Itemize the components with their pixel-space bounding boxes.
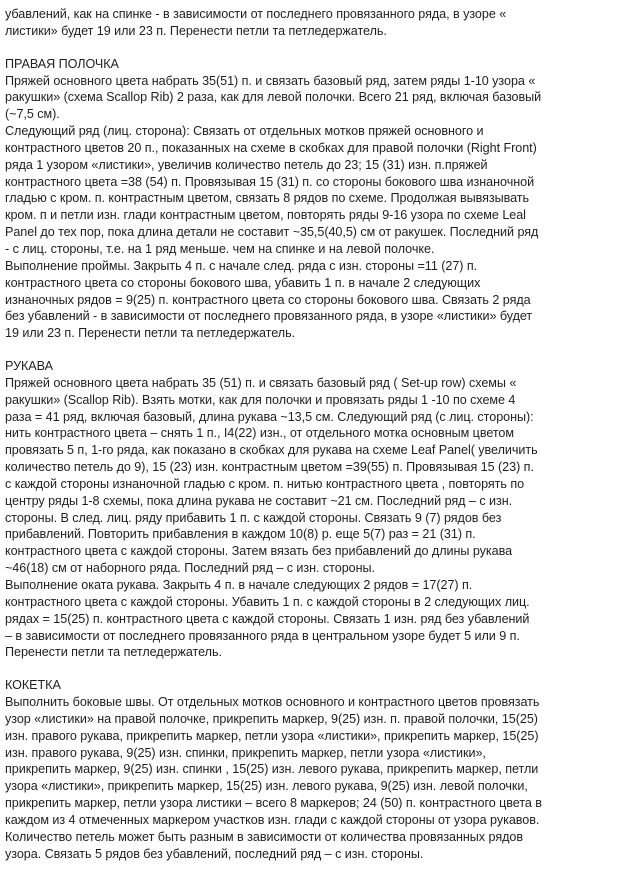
text-line: гладью с кром. п. контрастным цветом, связать 8 рядов по схеме. Продолжая вывязывать	[5, 191, 530, 206]
text-line: контрастного цвета с каждой стороны. Убавить 1 п. с каждой стороны в 2 следующих лиц.	[5, 594, 530, 609]
section-heading: ПРАВАЯ ПОЛОЧКА	[5, 56, 119, 71]
text-line: Пряжей основного цвета набрать 35 (51) п. и связать базовый ряд ( Set-up row) схемы «	[5, 375, 517, 390]
text-line: контрастного цвета с каждой стороны. Затем вязать без прибавлений до длины рукава	[5, 544, 513, 559]
text-line: Panel до тех пор, пока длина детали не составит ~35,5(40,5) см от ракушек. Последний ряд	[5, 225, 539, 240]
text-line: изнаночных рядов = 9(25) п. контрастного цвета со стороны бокового шва. Связать 2 ряда	[5, 292, 531, 307]
text-line: - с лиц. стороны, т.е. на 1 ряд меньше. чем на спинке и на левой полочке.	[5, 241, 435, 256]
text-line: убавлений, как на спинке - в зависимости от последнего провязанного ряда, в узоре «	[5, 7, 507, 21]
text-line: листики» будет 19 или 23 п. Перенести петли та петледержатель.	[5, 23, 387, 38]
text-line: рядах = 15(25) п. контрастного цвета с каждой стороны. Связать 1 изн. ряд без убавлений	[5, 611, 530, 626]
text-line: контрастного цветов 20 п., показанных на схеме в скобках для правой полочки (Right Front)	[5, 140, 537, 155]
text-line: узор «листики» на правой полочке, прикрепить маркер, 9(25) изн. п. правой полочки, 15(25)	[5, 711, 538, 726]
text-line: Пряжей основного цвета набрать 35(51) п. и связать базовый ряд, затем ряды 1-10 узора «	[5, 73, 536, 88]
text-line: изн. правого рукава, прикрепить маркер, петли узора «листики», прикрепить маркер, 15(25)	[5, 728, 539, 743]
intro-block	[5, 6, 615, 40]
text-line: Выполнить боковые швы. От отдельных мотков основного и контрастного цветов провязать	[5, 695, 540, 710]
document-page	[5, 6, 615, 863]
text-line: с каждой стороны изнаночной гладью с кром. п. нитью контрастного цвета , повторять по	[5, 476, 525, 491]
text-line: Количество петель может быть разным в зависимости от количества провязанных рядов	[5, 829, 523, 844]
text-line: (~7,5 см).	[5, 107, 60, 122]
text-line: кром. п и петли изн. глади контрастным цветом, повторять ряды 9-16 узора по схеме Leal	[5, 208, 526, 223]
section-sleeves	[5, 358, 615, 661]
text-line: Выполнение проймы. Закрыть 4 п. с начале след. ряда с изн. стороны =11 (27) п.	[5, 258, 478, 273]
text-line: Следующий ряд (лиц. сторона): Связать от отдельных мотков пряжей основного и	[5, 124, 484, 139]
text-line: прикрепить маркер, петли узора листики – всего 8 маркеров; 24 (50) п. контрастного цвета в	[5, 796, 542, 811]
text-line: 19 или 23 п. Перенести петли та петледержатель.	[5, 326, 296, 341]
section-heading: КОКЕТКА	[5, 678, 61, 693]
text-line: ряда 1 узором «листики», увеличив количество петель до 23; 15 (31) изн. п.пряжей	[5, 157, 488, 172]
text-line: без убавлений - в зависимости от последнего провязанного ряда, в узоре «листики» будет	[5, 309, 533, 324]
text-line: нить контрастного цвета – снять 1 п., I4(22) изн., от отдельного мотка основным цветом	[5, 426, 514, 441]
text-line: стороны. В след. лиц. ряду прибавить 1 п. с каждой стороны. Связать 9 (7) рядов без	[5, 510, 502, 525]
section-right-front	[5, 56, 615, 342]
text-line: Перенести петли та петледержатель.	[5, 645, 222, 660]
text-line: изн. правого рукава, 9(25) изн. спинки, прикрепить маркер, петли узора «листики»,	[5, 745, 486, 760]
text-line: контрастного цвета =38 (54) п. Провязывая 15 (31) п. со стороны бокового шва изнаночной	[5, 174, 535, 189]
text-line: Выполнение оката рукава. Закрыть 4 п. в начале следующих 2 рядов = 17(27) п.	[5, 578, 473, 592]
text-line: – в зависимости от последнего провязанного ряда в центральном узоре будет 5 или 9 п.	[5, 628, 520, 643]
text-line: количество петель до 9), 15 (23) изн. контрастным цветом =39(55) п. Провязывая 15 (23) п.	[5, 460, 534, 475]
text-line: узора «листики», прикрепить маркер, 15(25) изн. левого рукава, 9(25) изн. левой полочки,	[5, 779, 528, 794]
text-line: центру ряды 1-8 схемы, пока длина рукава не составит ~21 см. Последний ряд – с изн.	[5, 493, 513, 508]
text-line: прикрепить маркер, 9(25) изн. спинки , 15(25) изн. левого рукава, прикрепить маркер, петли	[5, 762, 539, 777]
text-line: контрастного цвета со стороны бокового шва, убавить 1 п. в начале 2 следующих	[5, 275, 481, 290]
text-line: ракушки» (Scallop Rib). Взять мотки, как для полочки и провязать ряды 1 -10 по схеме 4	[5, 392, 516, 407]
text-line: каждом из 4 отмеченных маркером участков изн. глади с каждой стороны от узора рукавов.	[5, 812, 540, 827]
text-line: ракушки» (схема Scallop Rib) 2 раза, как для левой полочки. Всего 21 ряд, включая базовый	[5, 90, 542, 105]
section-yoke	[5, 677, 615, 862]
text-line: провязать 5 п, 1-го ряда, как показано в скобках для рукава на схеме Leaf Panel( увеличить	[5, 443, 538, 458]
section-heading: РУКАВА	[5, 359, 53, 374]
text-line: раза = 41 ряд, включая базовый, длина рукава ~13,5 см. Следующий ряд (с лиц. стороны):	[5, 409, 534, 424]
text-line: ~46(18) см от наборного ряда. Последний ряд – с изн. стороны.	[5, 561, 375, 576]
text-line: прибавлений. Повторить прибавления в каждом 10(8) р. еще 5(7) раз = 21 (31) п.	[5, 527, 476, 542]
text-line: узора. Связать 5 рядов без убавлений, последний ряд – с изн. стороны.	[5, 846, 424, 861]
